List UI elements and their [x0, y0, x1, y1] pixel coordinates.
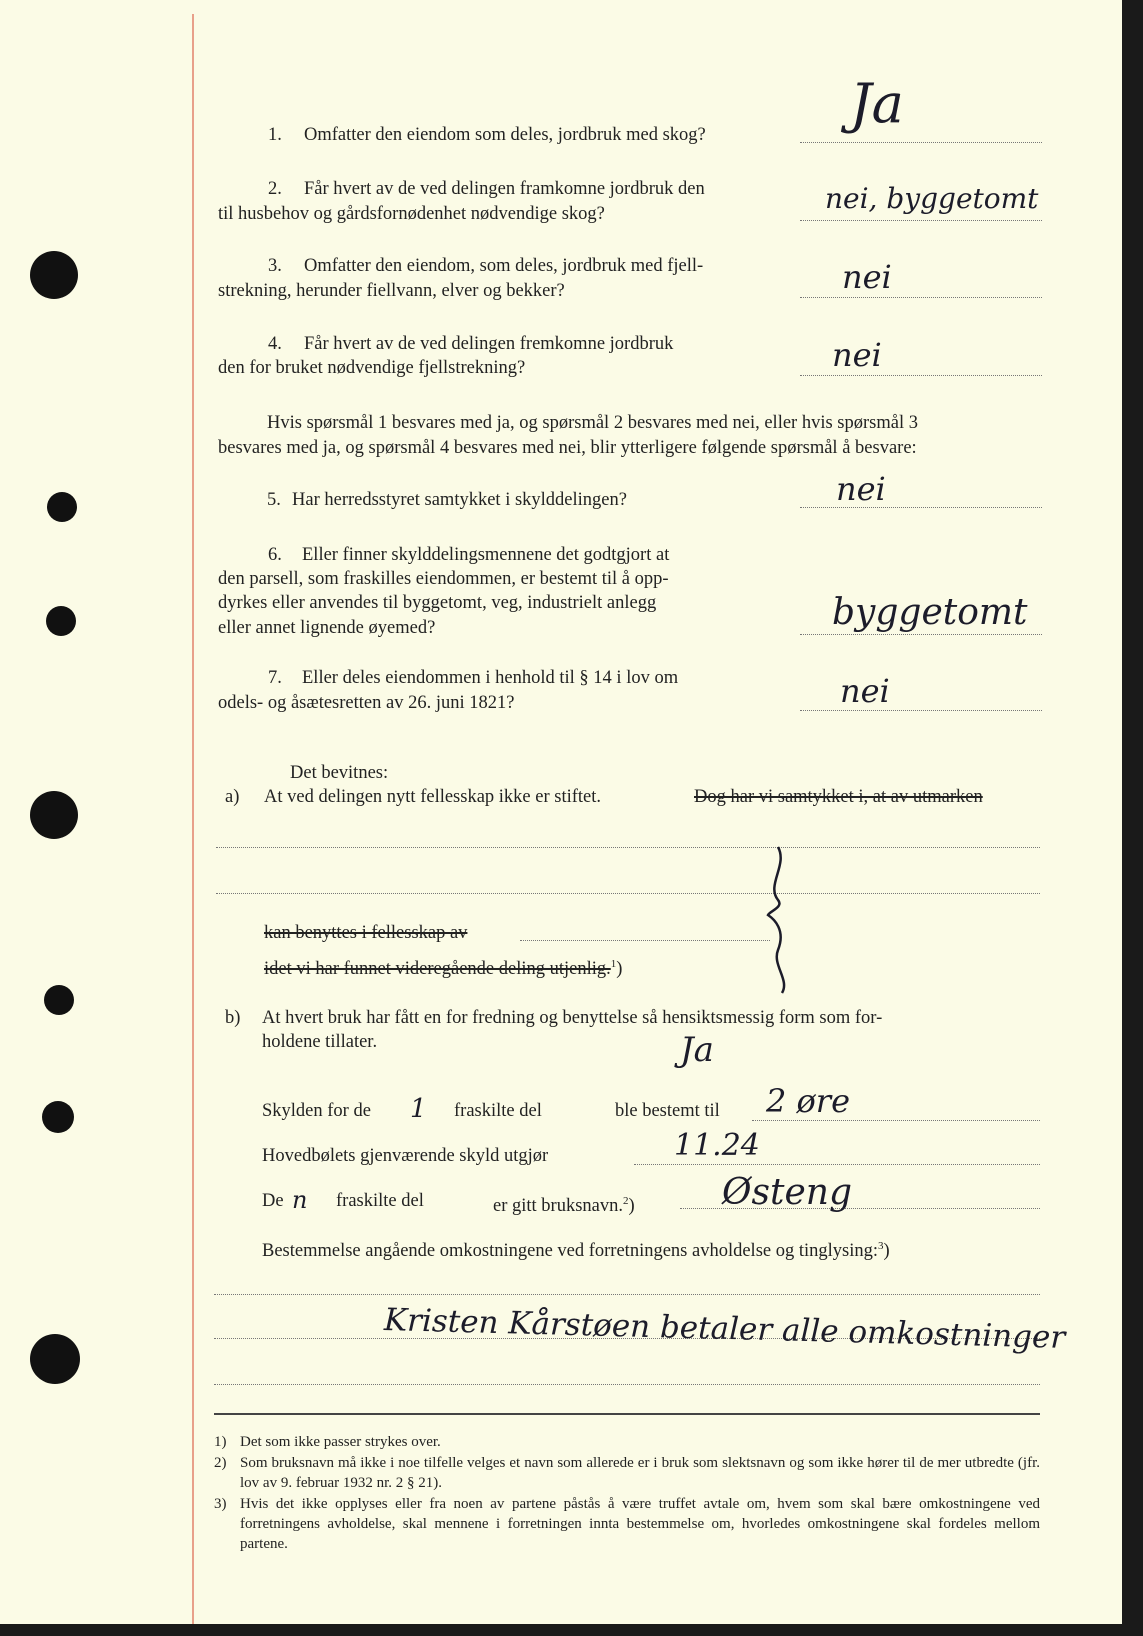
question-6-line4: eller annet lignende øyemed?: [218, 618, 436, 638]
binder-hole: [47, 492, 77, 522]
skyld-row3-label-a: De: [262, 1191, 284, 1211]
attest-a-label: a): [225, 787, 240, 807]
answer-5: nei: [836, 470, 886, 508]
question-5-text: Har herredsstyret samtykket i skylddelingen?: [292, 490, 627, 510]
footnote-ref: 2: [623, 1195, 629, 1207]
skyld-row1-label-c: ble bestemt til: [615, 1101, 720, 1121]
answer-line: [800, 710, 1042, 711]
answer-1: Ja: [850, 72, 904, 135]
fill-line: [634, 1164, 1040, 1165]
answer-7: nei: [840, 672, 890, 710]
skyld-row2-label: Hovedbølets gjenværende skyld utgjør: [262, 1146, 549, 1166]
footnote-2-mark: 2): [214, 1455, 227, 1471]
skyld-row3-label-c: er gitt bruksnavn.$^2$): [493, 1195, 635, 1217]
answer-line: [800, 142, 1042, 143]
answer-line: [800, 220, 1042, 221]
footnote-2-text: Som bruksnavn må ikke i noe tilfelle velges et navn som allerede er i bruk som slektsnavn og som ikke hører til de mer utbredte (jfr. lov av 9. februar 1932 nr. 2 § 21).: [240, 1455, 1040, 1491]
question-4-line2: den for bruket nødvendige fjellstrekning?: [218, 358, 526, 378]
skyld-row3-label-b: fraskilte del: [336, 1191, 424, 1211]
attest-a-line4: idet vi har funnet videregående deling utjenlig.$^1$): [264, 958, 623, 980]
cost-answer: Kristen Kårstøen betaler alle omkostninger: [383, 1302, 1066, 1356]
question-3-line1: Omfatter den eiendom, som deles, jordbruk med fjell-: [304, 256, 704, 276]
question-6-line3: dyrkes eller anvendes til byggetomt, veg, industrielt anlegg: [218, 593, 657, 613]
attest-b-answer: Ja: [680, 1030, 714, 1070]
binder-hole: [30, 1334, 80, 1384]
footnote-3-text: Hvis det ikke opplyses eller fra noen av partene påstås å være truffet avtale om, hvem som skal bære omkostningene ved forretningens avholdelse, skal mennene i forretningen innta bestemmelse om, hvorledes omkostningene skal fordeles mellom partene.: [240, 1496, 1040, 1552]
question-3-line2: strekning, herunder fiellvann, elver og bekker?: [218, 281, 565, 301]
fill-line: [752, 1120, 1040, 1121]
question-2-line1: Får hvert av de ved delingen framkomne jordbruk den: [304, 179, 705, 199]
answer-line: [800, 375, 1042, 376]
attest-b-line2: holdene tillater.: [262, 1032, 378, 1052]
question-7-line1: Eller deles eiendommen i henhold til § 14 i lov om: [302, 668, 679, 688]
attest-heading: Det bevitnes:: [290, 763, 389, 783]
skyld-row1-fill: 1: [410, 1094, 427, 1124]
skyld-row1-label-a: Skylden for de: [262, 1101, 371, 1121]
skyld-row1-label-b: fraskilte del: [454, 1101, 542, 1121]
skyld-row3-answer: Østeng: [722, 1172, 852, 1213]
question-4-line1: Får hvert av de ved delingen fremkomne jordbruk: [304, 334, 674, 354]
question-7-line2: odels- og åsætesretten av 26. juni 1821?: [218, 693, 515, 713]
question-3-number: 3.: [268, 256, 282, 276]
skyld-row3-label-c-text: er gitt bruksnavn.: [493, 1196, 623, 1217]
answer-line: [800, 634, 1042, 635]
condition-line2: besvares med ja, og spørsmål 4 besvares med nei, blir ytterligere følgende spørsmål å besvare:: [218, 438, 917, 458]
attest-b-line1: At hvert bruk har fått en for fredning og benyttelse så hensiktsmessig form som for-: [262, 1008, 883, 1028]
question-4-number: 4.: [268, 334, 282, 354]
answer-6: byggetomt: [832, 592, 1028, 633]
binder-hole: [30, 251, 78, 299]
binder-hole: [30, 791, 78, 839]
cost-label: Bestemmelse angående omkostningene ved forretningens avholdelse og tinglysing:$^3$): [262, 1240, 890, 1262]
question-2-number: 2.: [268, 179, 282, 199]
answer-3: nei: [842, 258, 892, 296]
answer-4: nei: [832, 336, 882, 374]
attest-b-label: b): [225, 1008, 241, 1028]
answer-line: [800, 297, 1042, 298]
question-5-number: 5.: [267, 490, 281, 510]
brace-mark: [760, 845, 800, 995]
margin-line: [192, 14, 194, 1624]
question-6-line1: Eller finner skylddelingsmennene det godtgjort at: [302, 545, 670, 565]
footnote-ref: 1: [610, 958, 617, 970]
binder-hole: [44, 985, 74, 1015]
skyld-row3-fill: n: [292, 1186, 308, 1214]
question-1-text: Omfatter den eiendom som deles, jordbruk med skog?: [304, 125, 706, 145]
question-1-number: 1.: [268, 125, 282, 145]
attest-a-line4-text: idet vi har funnet videregående deling utjenlig.: [264, 959, 611, 980]
fill-line: [216, 893, 1040, 894]
fill-line: [214, 1294, 1040, 1295]
answer-2: nei, byggetomt: [825, 182, 1039, 215]
skyld-row1-answer: 2 øre: [766, 1082, 851, 1120]
skyld-row2-answer: 11.24: [674, 1128, 760, 1163]
binder-hole: [42, 1101, 74, 1133]
fill-line: [216, 847, 1040, 848]
fill-line: [214, 1384, 1040, 1385]
condition-line1: Hvis spørsmål 1 besvares med ja, og spørsmål 2 besvares med nei, eller hvis spørsmål 3: [267, 413, 918, 433]
footnote-1-text: Det som ikke passer strykes over.: [240, 1434, 441, 1450]
fill-line: [520, 940, 770, 941]
attest-a-line3: kan benyttes i fellesskap av: [264, 923, 468, 943]
question-6-line2: den parsell, som fraskilles eiendommen, er bestemt til å opp-: [218, 569, 669, 589]
footnote-divider: [214, 1413, 1040, 1415]
footnote-1-mark: 1): [214, 1434, 227, 1450]
binder-hole: [46, 606, 76, 636]
attest-a-text: At ved delingen nytt fellesskap ikke er stiftet.: [264, 787, 602, 807]
question-6-number: 6.: [268, 545, 282, 565]
question-2-line2: til husbehov og gårdsfornødenhet nødvendige skog?: [218, 204, 605, 224]
cost-label-text: Bestemmelse angående omkostningene ved forretningens avholdelse og tinglysing:: [262, 1241, 879, 1262]
attest-a-struck: Dog har vi samtykket i, at av utmarken: [694, 787, 983, 807]
question-7-number: 7.: [268, 668, 282, 688]
footnote-ref: 3: [878, 1240, 884, 1252]
footnote-3-mark: 3): [214, 1496, 227, 1512]
